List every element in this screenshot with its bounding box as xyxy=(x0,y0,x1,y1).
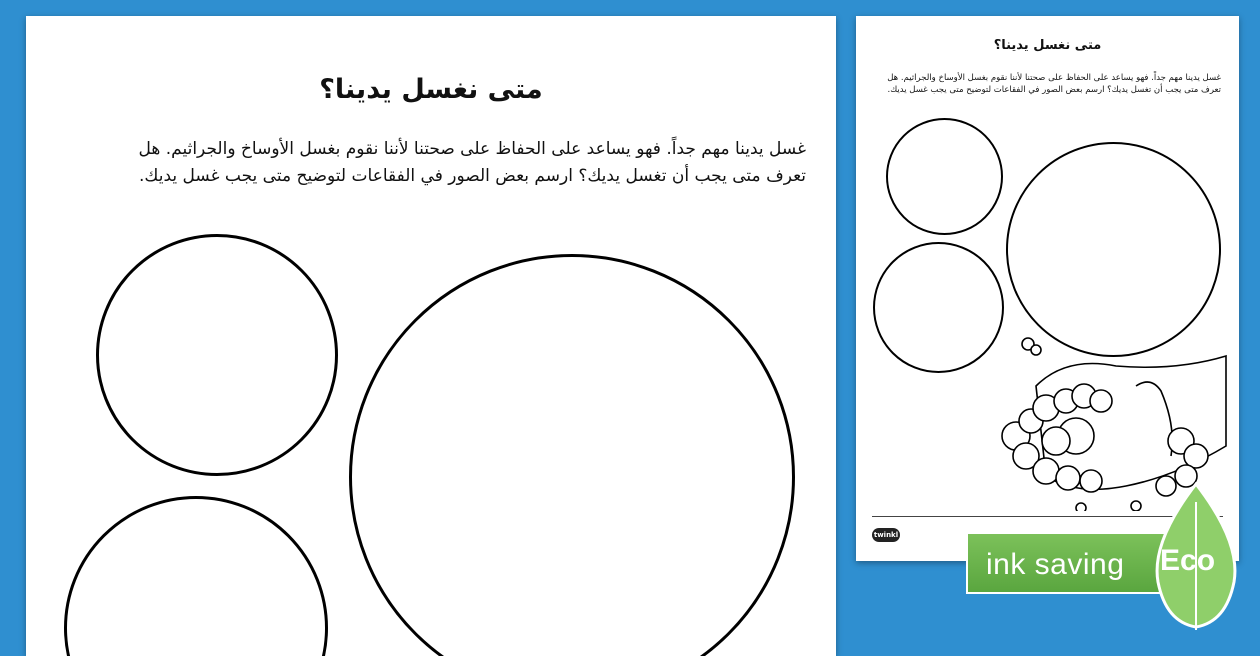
worksheet-page-large xyxy=(26,16,836,656)
worksheet-preview xyxy=(856,16,1239,561)
preview-instructions: غسل يدينا مهم جداً. فهو يساعد على الحفاظ على صحتنا لأننا نقوم بغسل الأوساخ والجراثيم. هل تعرف متى يجب أن تغسل يديك؟ ارسم بعض الصور في الفقاعات لتوضيح متى يجب غسل يديك. xyxy=(887,73,1221,95)
preview-bubble-large xyxy=(1006,142,1221,357)
drawing-bubble-small-bottom xyxy=(64,496,328,656)
ink-saving-badge xyxy=(966,530,1256,596)
preview-bubble-small-top xyxy=(886,118,1003,235)
eco-label: Eco xyxy=(1160,544,1216,577)
drawing-bubble-large xyxy=(349,254,795,656)
preview-title: متى نغسل يدينا؟ xyxy=(993,38,1102,53)
drawing-bubble-small-top xyxy=(96,234,338,476)
twinkl-logo: twinkl xyxy=(872,528,900,542)
ink-saving-label: ink saving xyxy=(986,548,1125,581)
worksheet-instructions: غسل يدينا مهم جداً. فهو يساعد على الحفاظ على صحتنا لأننا نقوم بغسل الأوساخ والجراثيم. هل تعرف متى يجب أن تغسل يديك؟ ارسم بعض الصور في الفقاعات لتوضيح متى يجب غسل يديك. xyxy=(138,139,806,186)
worksheet-title: متى نغسل يدينا؟ xyxy=(319,74,543,105)
